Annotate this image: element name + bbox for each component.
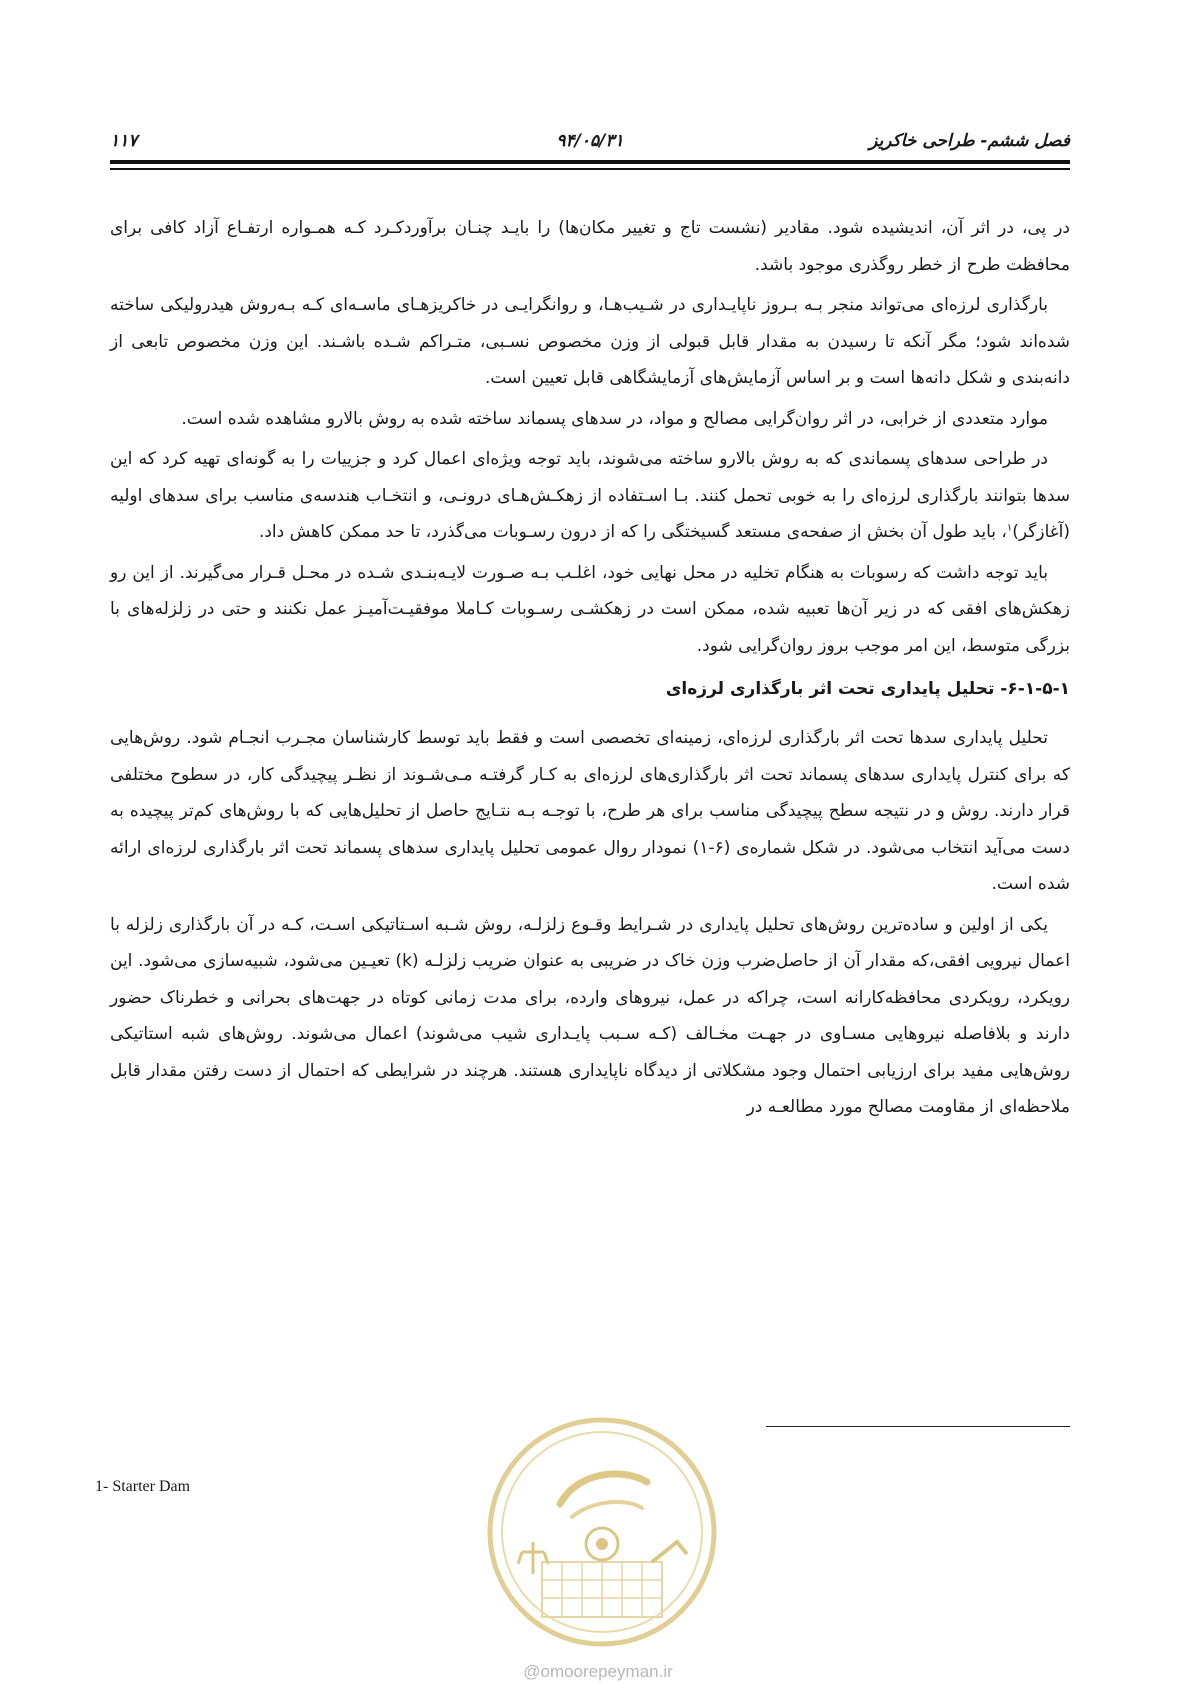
header-date: ۹۴/۰۵/۳۱: [556, 131, 624, 151]
paragraph: موارد متعددی از خرابی، در اثر روان‌گرایی مصالح و مواد، در سدهای پسماند ساخته شده به روش بالارو مشاهده شده است.: [181, 408, 1048, 429]
paragraph-with-footnote: [110, 441, 1070, 551]
paragraph: یکی از اولین و ساده‌ترین روش‌های تحلیل پایداری در شـرایط وقـوع زلزلـه، روش شـبه اسـتاتیکی اسـت، کـه در آن بارگذاری زلزله با اعمال نیرویی افقی،که مقدار آن از حاصل‌ضرب وزن خاک در ضریبی به عنوان ضریب زلزلـه (k) تعیـین می‌شود، شبیه‌سازی می‌شود. این رویکرد، رویکردی محافظه‌کارانه است، چراکه در عمل، نیروهای وارده، برای مدت زمانی کوتاه در جهت‌های بحرانی و خطرناک حضور دارند و بلافاصله نیروهایی مسـاوی در جهـت مخـالف (کـه سـبب پایـداری شیب می‌شوند) اعمال می‌شوند. روش‌های شبه استاتیکی روش‌هایی مفید برای ارزیابی احتمال وجود مشکلاتی از دیدگاه ناپایداری هستند. هرچند در شرایطی که احتمال از دست رفتن مقدار قابل ملاحظه‌ای از مقاومت مصالح مورد مطالعـه در: [110, 914, 1070, 1117]
paragraph-part: در طراحی سدهای پسماندی که به روش بالارو ساخته می‌شوند، باید توجه ویژه‌ای اعمال کرد و جزییات را به گونه‌ای تهیه کرد که این سدها بتوانند بارگذاری لرزه‌ای را به خوبی تحمل کنند. بـا اسـتفاده از زهکـش‌هـای درونـی، و انتخـاب هندسه‌ی مناسب برای سدهای اولیه (آغازگر): [110, 449, 1070, 542]
paragraph: بارگذاری لرزه‌ای می‌تواند منجر بـه بـروز ناپایـداری در شـیب‌هـا، و روانگرایـی در خاکریزهـای ماسـه‌ای کـه بـه‌روش هیدرولیکی ساخته شده‌اند شود؛ مگر آنکه تا رسیدن به مقدار قابل قبولی از وزن مخصوص نسـبی، متـراکم شـده باشـند. این وزن مخصوص تابعی از دانه‌بندی و شکل دانه‌ها است و بر اساس آزمایش‌های آزمایشگاهی قابل تعیین است.: [110, 295, 1070, 388]
paragraph: در پی، در اثر آن، اندیشیده شود. مقادیر (نشست تاج و تغییر مکان‌ها) را بایـد چنـان برآوردکـرد کـه همـواره ارتفـاع آزاد کافی برای محافظت طرح از خطر روگذری موجود باشد.: [110, 218, 1070, 275]
page-number: ۱۱۷: [110, 131, 138, 151]
paragraph: تحلیل پایداری سدها تحت اثر بارگذاری لرزه‌ای، زمینه‌ای تخصصی است و فقط باید توسط کارشناسان مجـرب انجـام شود. روش‌هایی که برای کنترل پایداری سدهای پسماند تحت اثر بارگذاری‌های لرزه‌ای به کـار گرفتـه مـی‌شـوند از نظـر پیچیدگی کار، در سطوح مختلفی قرار دارند. روش و در نتیجه سطح پیچیدگی مناسب برای هر طرح، با توجـه بـه نتـایج حاصل از تحلیل‌هایی که با روش‌های کم‌تر پیچیده به دست می‌آید انتخاب می‌شود. در شکل شماره‌ی (۶-۱) نمودار روال عمومی تحلیل پایداری سدهای پسماند تحت اثر بارگذاری لرزه‌ای ارائه شده است.: [110, 728, 1070, 894]
footnote: 1- Starter Dam: [95, 1478, 191, 1495]
paragraph-part: ، باید طول آن بخش از صفحه‌ی مستعد گسیختگی را که از درون رسـوبات می‌گذرد، تا حد ممکن کاهش داد.: [258, 522, 1007, 542]
footnote-separator: [766, 1426, 1070, 1427]
header-rule-thick: [110, 160, 1070, 164]
watermark-url-text: omoorepeyman.ir: [540, 1662, 673, 1681]
header-rule-thin: [110, 168, 1070, 170]
watermark-logo-icon: [482, 1412, 722, 1652]
chapter-title: فصل ششم- طراحی خاکریز: [869, 131, 1070, 151]
body-text: [110, 210, 1070, 1130]
watermark-url: @omoorepeyman.ir: [523, 1662, 673, 1681]
section-heading: ۶-۱-۵-۱- تحلیل پایداری تحت اثر بارگذاری لرزه‌ای: [665, 679, 1070, 699]
paragraph: باید توجه داشت که رسوبات به هنگام تخلیه در محل نهایی خود، اغلـب بـه صـورت لایـه‌بنـدی شـده در محـل قـرار می‌گیرند. از این رو زهکش‌های افقی که در زیر آن‌ها تعبیه شده، ممکن است در زهکشـی رسـوبات کـاملا موفقیـت‌آمیـز عمل نکنند و حتی در زلزله‌های با بزرگی متوسط، این امر موجب بروز روان‌گرایی شود.: [110, 562, 1070, 656]
page-header: [110, 127, 1070, 157]
footnote-marker[interactable]: ۱: [1006, 522, 1013, 534]
